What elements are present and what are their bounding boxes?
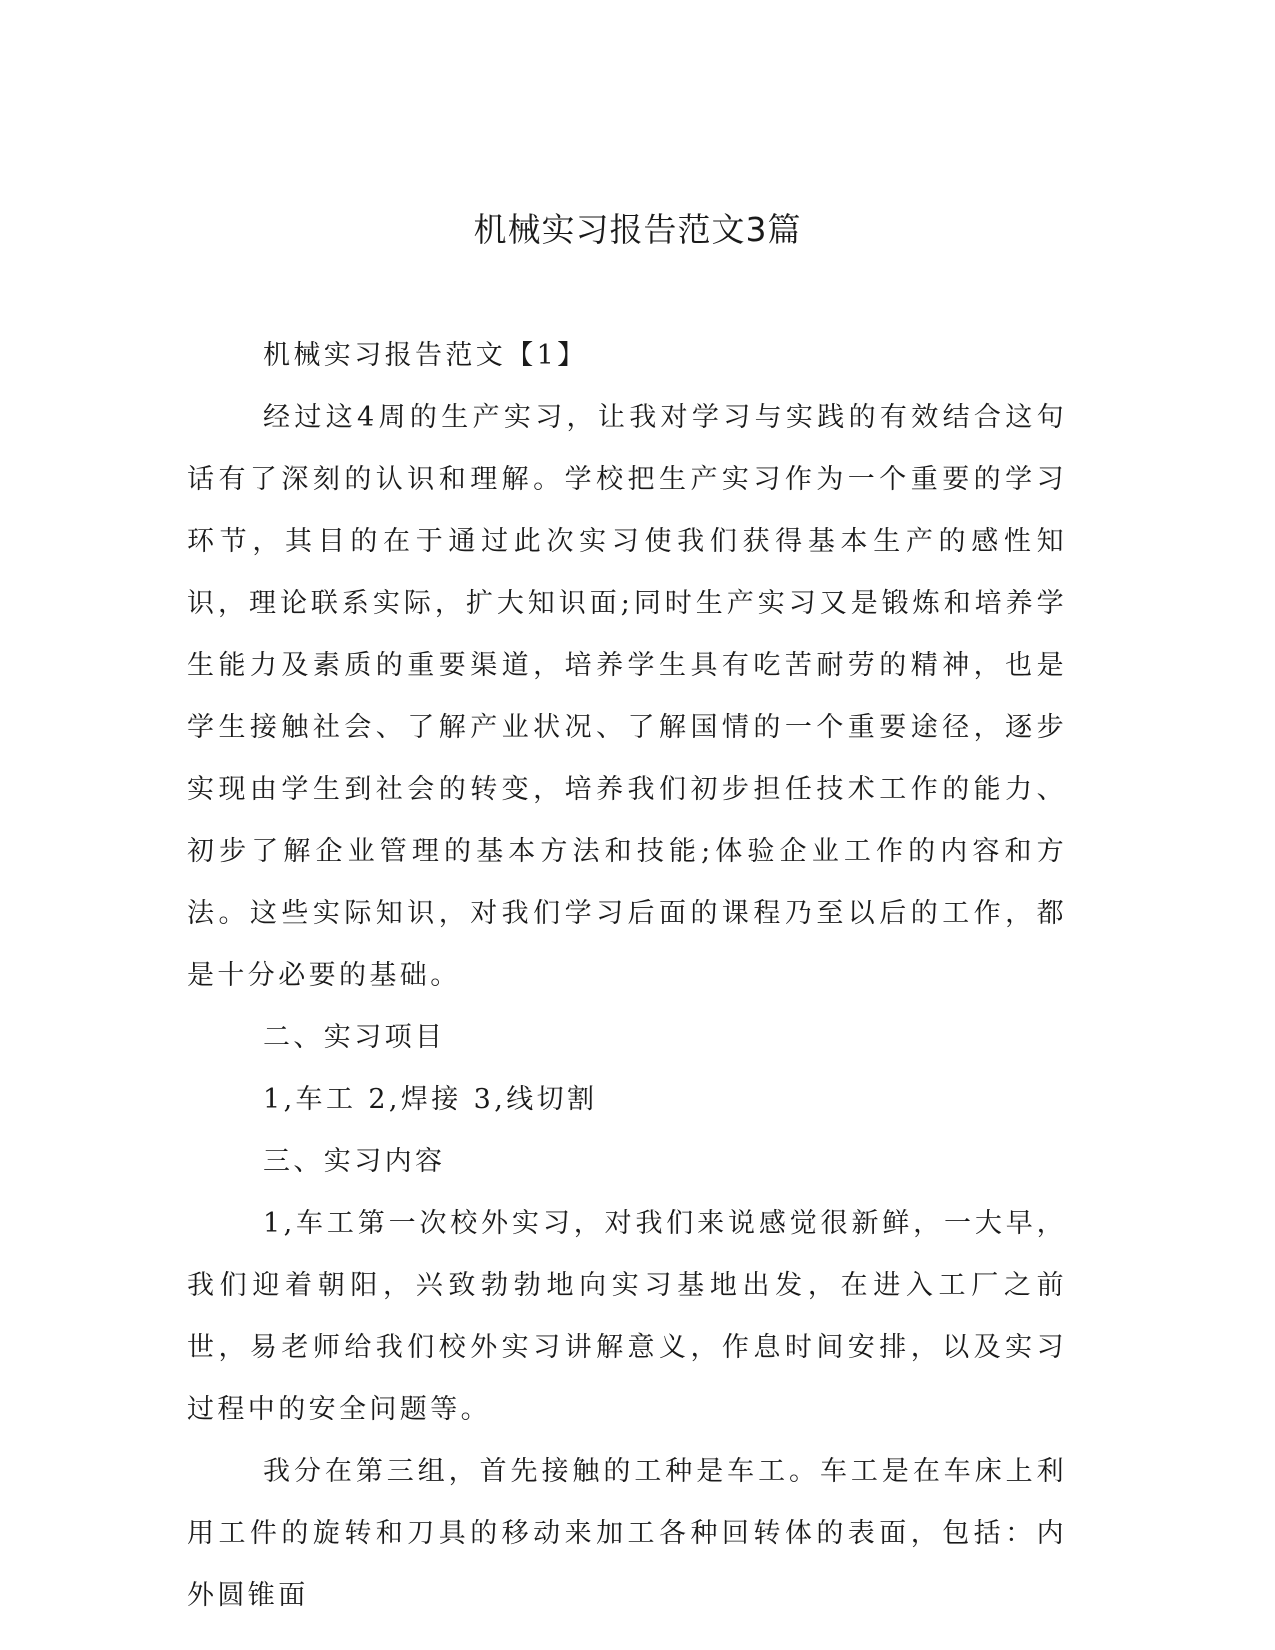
paragraph-intro: 经过这4周的生产实习，让我对学习与实践的有效结合这句话有了深刻的认识和理解。学校把生产实习作为一个重要的学习环节，其目的在于通过此次实习使我们获得基本生产的感性知识，理论联系实际，扩大知识面;同时生产实习又是锻炼和培养学生能力及素质的重要渠道，培养学生具有吃苦耐劳的精神，也是学生接触社会、了解产业状况、了解国情的一个重要途径，逐步实现由学生到社会的转变，培养我们初步担任技术工作的能力、初步了解企业管理的基本方法和技能;体验企业工作的内容和方法。这些实际知识，对我们学习后面的课程乃至以后的工作，都是十分必要的基础。 [187,402,1067,991]
section-heading-2: 二、实习项目 [263,1022,446,1053]
paragraph-lathe-detail: 我分在第三组，首先接触的工种是车工。车工是在车床上利用工件的旋转和刀具的移动来加工各种回转体的表面，包括：内外圆锥面 [187,1456,1067,1611]
document-body [187,325,1067,1627]
paragraph-lathe-intro: 1,车工第一次校外实习，对我们来说感觉很新鲜，一大早，我们迎着朝阳，兴致勃勃地向实习基地出发，在进入工厂之前世，易老师给我们校外实习讲解意义，作息时间安排，以及实习过程中的安全问题等。 [187,1208,1067,1425]
project-list: 1,车工 2,焊接 3,线切割 [263,1084,598,1115]
section-heading-3: 三、实习内容 [263,1146,446,1177]
section-heading-1: 机械实习报告范文【1】 [263,340,588,371]
document-title: 机械实习报告范文3篇 [473,210,802,249]
